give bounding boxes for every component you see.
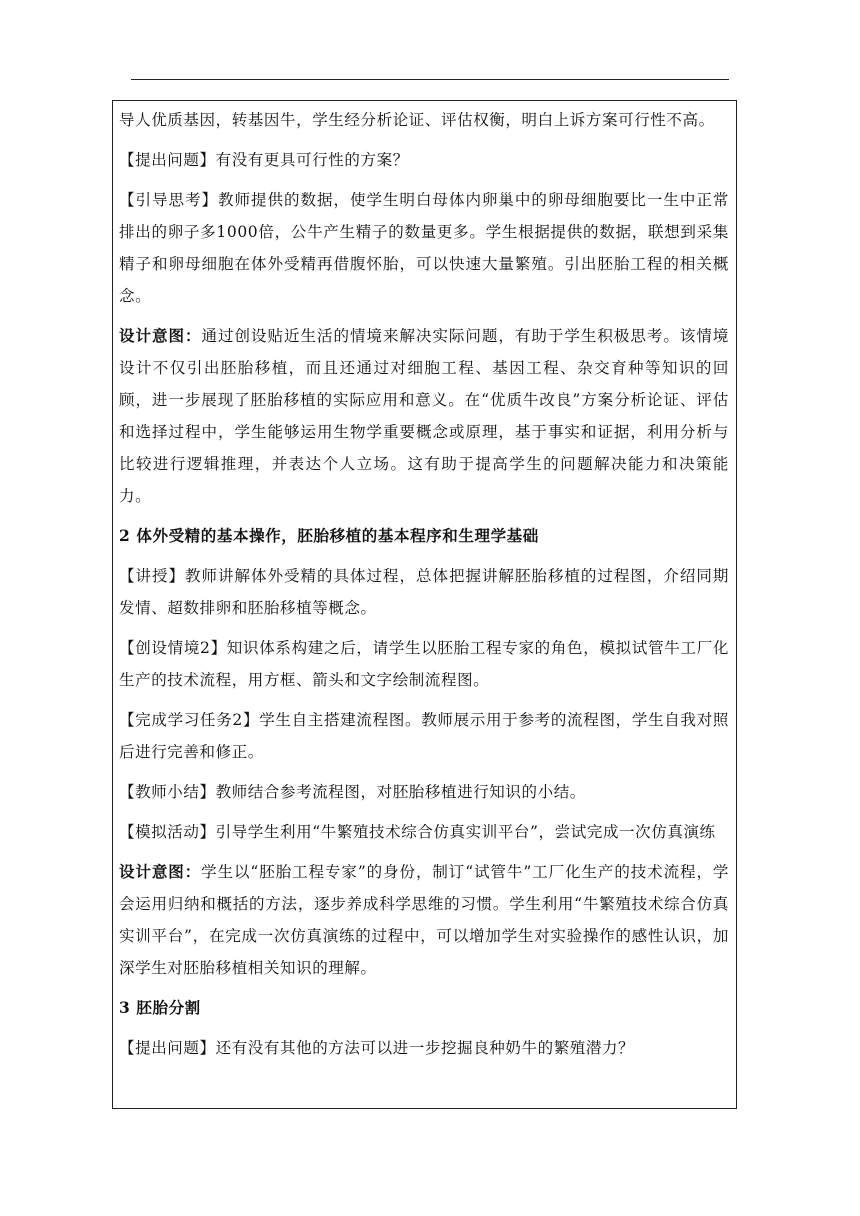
paragraph-question-2: 【提出问题】还有没有其他的方法可以进一步挖掘良种奶牛的繁殖潜力？	[119, 1039, 635, 1057]
paragraph-simulation: 【模拟活动】引导学生利用“牛繁殖技术综合仿真实训平台”，尝试完成一次仿真演练	[119, 823, 716, 841]
section-heading-3: 3 胚胎分割	[119, 998, 201, 1017]
lesson-content	[119, 104, 729, 1064]
paragraph-design-intent-1	[119, 320, 729, 512]
paragraph-guided-thinking: 【引导思考】教师提供的数据，使学生明白母体内卵巢中的卵母细胞要比一生中正常排出的卵子多1000倍，公牛产生精子的数量更多。学生根据提供的数据，联想到采集精子和卵母细胞在体外受精再借腹怀胎，可以快速大量繁殖。引出胚胎工程的相关概念。	[119, 191, 729, 305]
design-intent-text: 学生以“胚胎工程专家”的身份，制订“试管牛”工厂化生产的技术流程，学会运用归纳和概括的方法，逐步养成科学思维的习惯。学生利用“牛繁殖技术综合仿真实训平台”，在完成一次仿真演练的过程中，可以增加学生对实验操作的感性认识，加深学生对胚胎移植相关知识的理解。	[119, 863, 729, 977]
section-heading-2: 2 体外受精的基本操作，胚胎移植的基本程序和生理学基础	[119, 526, 539, 545]
design-intent-label: 设计意图：	[119, 862, 202, 881]
paragraph-question: 【提出问题】有没有更具可行性的方案？	[119, 151, 409, 169]
paragraph-intro: 导人优质基因，转基因牛，学生经分析论证、评估权衡，明白上诉方案可行性不高。	[119, 111, 715, 129]
paragraph-task-2: 【完成学习任务2】学生自主搭建流程图。教师展示用于参考的流程图，学生自我对照后进行完善和修正。	[119, 711, 729, 761]
paragraph-teacher-summary: 【教师小结】教师结合参考流程图，对胚胎移植进行知识的小结。	[119, 783, 586, 801]
paragraph-design-intent-2	[119, 856, 729, 984]
header-rule	[131, 79, 729, 80]
design-intent-text: 通过创设贴近生活的情境来解决实际问题，有助于学生积极思考。该情境设计不仅引出胚胎移植，而且还通过对细胞工程、基因工程、杂交育种等知识的回顾，进一步展现了胚胎移植的实际应用和意义。在“优质牛改良”方案分析论证、评估和选择过程中，学生能够运用生物学重要概念或原理，基于事实和证据，利用分析与比较进行逻辑推理，并表达个人立场。这有助于提高学生的问题解决能力和决策能力。	[119, 327, 729, 505]
paragraph-lecture: 【讲授】教师讲解体外受精的具体过程，总体把握讲解胚胎移植的过程图，介绍同期发情、超数排卵和胚胎移植等概念。	[119, 567, 729, 617]
design-intent-label: 设计意图：	[119, 326, 202, 345]
paragraph-scenario-2: 【创设情境2】知识体系构建之后，请学生以胚胎工程专家的角色，模拟试管牛工厂化生产的技术流程，用方框、箭头和文字绘制流程图。	[119, 639, 729, 689]
